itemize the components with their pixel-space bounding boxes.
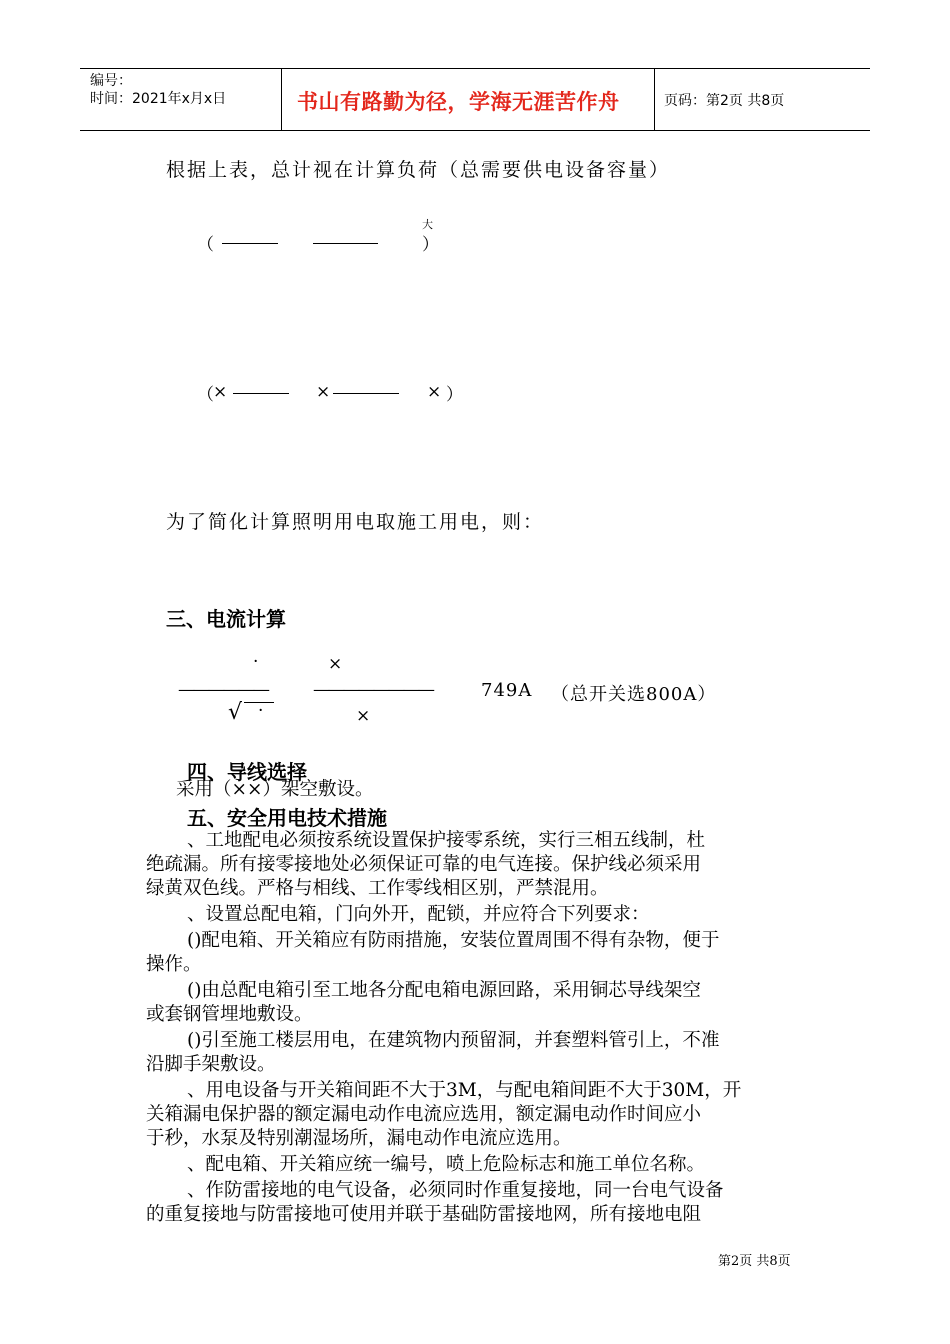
- formula-paren-open: （: [197, 235, 214, 255]
- page-footer: 第2页 共8页: [718, 1254, 791, 1269]
- fraction-bar: ————————: [313, 680, 433, 700]
- paragraph-line: 、配电箱、开关箱应统一编号，喷上危险标志和施工单位名称。: [187, 1154, 706, 1175]
- section-heading: 五、安全用电技术措施: [187, 806, 387, 830]
- paragraph-line: 操作。: [146, 954, 202, 975]
- paragraph-line: ()引至施工楼层用电，在建筑物内预留洞，并套塑料管引上，不准: [187, 1030, 720, 1051]
- formula-superscript: 大: [422, 218, 433, 231]
- paragraph-line: 、设置总配电箱，门向外开，配锁，并应符合下列要求：: [187, 904, 650, 925]
- paragraph-line: 、工地配电必须按系统设置保护接零系统，实行三相五线制，杜: [187, 830, 706, 851]
- times-sign: ×: [328, 654, 343, 674]
- fraction-bar: ——————: [178, 680, 268, 700]
- current-result: 749A: [481, 680, 533, 701]
- formula-blank: [313, 243, 378, 244]
- paragraph-line: 的重复接地与防雷接地可使用并联于基础防雷接地网，所有接地电阻: [146, 1204, 702, 1225]
- header-meta: [90, 72, 226, 108]
- paragraph-line: 绝疏漏。所有接零接地处必须保证可靠的电气连接。保护线必须采用: [146, 854, 702, 875]
- times-sign: ×: [213, 382, 228, 402]
- section-heading: 四、导线选择: [187, 760, 307, 784]
- paragraph-line: 关箱漏电保护器的额定漏电动作电流应选用，额定漏电动作时间应小: [146, 1104, 702, 1125]
- formula-dot: ·: [258, 701, 264, 721]
- number-label: 编号：: [90, 73, 132, 89]
- page-code: 页码：第2页 共8页: [664, 93, 785, 109]
- sqrt-sign: √: [228, 700, 243, 725]
- formula-blank: [333, 393, 399, 394]
- text-line: 采用（××）架空敷设。: [176, 779, 374, 800]
- paragraph-line: 于秒，水泵及特别潮湿场所，漏电动作电流应选用。: [146, 1128, 572, 1149]
- formula-blank: [233, 393, 289, 394]
- section-heading: 三、电流计算: [166, 607, 286, 631]
- times-sign: ×: [356, 706, 371, 726]
- formula-paren-open: （: [197, 385, 214, 405]
- times-sign: ×: [427, 382, 442, 402]
- formula-dot: ·: [253, 652, 259, 672]
- current-note: （总开关选800A）: [551, 684, 717, 705]
- formula-paren-close: ）: [446, 385, 463, 405]
- header-divider: [281, 69, 282, 130]
- paragraph-line: 沿脚手架敷设。: [146, 1054, 276, 1075]
- formula-blank: [222, 243, 278, 244]
- text-line: 为了简化计算照明用电取施工用电，则：: [166, 511, 545, 533]
- times-sign: ×: [316, 382, 331, 402]
- header-divider: [654, 69, 655, 130]
- text-line: 根据上表，总计视在计算负荷（总需要供电设备容量）: [166, 159, 671, 181]
- time-label: 时间：2021年x月x日: [90, 91, 227, 107]
- paragraph-line: 、作防雷接地的电气设备，必须同时作重复接地，同一台电气设备: [187, 1180, 724, 1201]
- paragraph-line: 或套钢管埋地敷设。: [146, 1004, 313, 1025]
- paragraph-line: ()由总配电箱引至工地各分配电箱电源回路，采用铜芯导线架空: [187, 980, 701, 1001]
- motto: 书山有路勤为径，学海无涯苦作舟: [297, 90, 620, 114]
- formula-paren-close: ）: [422, 235, 439, 255]
- page-header: [80, 68, 870, 131]
- paragraph-line: 绿黄双色线。严格与相线、工作零线相区别，严禁混用。: [146, 878, 609, 899]
- paragraph-line: ()配电箱、开关箱应有防雨措施，安装位置周围不得有杂物，便于: [187, 930, 720, 951]
- paragraph-line: 、用电设备与开关箱间距不大于3M，与配电箱间距不大于30M，开: [187, 1080, 742, 1101]
